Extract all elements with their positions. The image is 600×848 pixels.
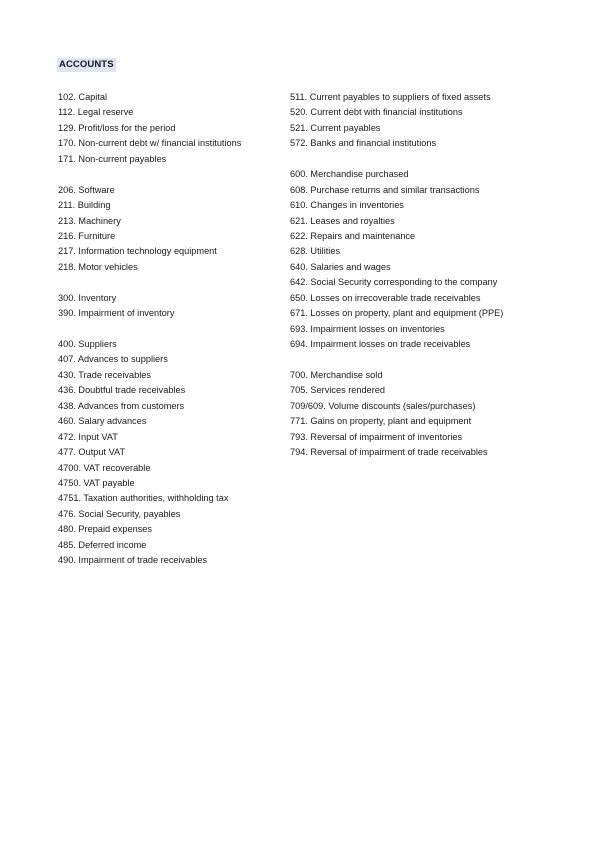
account-entry: 129. Profit/loss for the period (58, 122, 176, 133)
account-entry: 390. Impairment of inventory (58, 308, 175, 319)
account-entry: 490. Impairment of trade receivables (58, 555, 208, 566)
account-entry: 171. Non-current payables (58, 153, 167, 164)
account-entry: 217. Information technology equipment (58, 246, 217, 257)
account-entry: 650. Losses on irrecoverable trade receivables (290, 292, 481, 303)
account-entry: 642. Social Security corresponding to the company (290, 277, 498, 288)
account-entry: 628. Utilities (290, 246, 341, 257)
account-entry: 705. Services rendered (290, 385, 385, 396)
account-entry: 709/609. Volume discounts (sales/purchases) (290, 400, 476, 411)
accounts-right-column (290, 90, 503, 461)
account-entry: 472. Input VAT (58, 431, 118, 442)
account-entry: 640. Salaries and wages (290, 261, 391, 272)
account-entry: 771. Gains on property, plant and equipment (290, 416, 472, 427)
account-entry: 4700. VAT recoverable (58, 462, 151, 473)
account-entry: 436. Doubtful trade receivables (58, 385, 186, 396)
account-entry: 206. Software (58, 184, 115, 195)
accounts-left-column (58, 90, 241, 569)
account-entry: 476. Social Security, payables (58, 508, 181, 519)
account-entry: 438. Advances from customers (58, 400, 185, 411)
account-entry: 4751. Taxation authorities, withholding tax (58, 493, 229, 504)
account-entry: 485. Deferred income (58, 539, 147, 550)
account-entry: 430. Trade receivables (58, 369, 151, 380)
account-entry: 793. Reversal of impairment of inventories (290, 431, 463, 442)
section-gap (58, 275, 241, 290)
account-entry: 520. Current debt with financial institutions (290, 107, 463, 118)
page-heading: ACCOUNTS (59, 59, 114, 70)
account-entry: 794. Reversal of impairment of trade receivables (290, 447, 488, 458)
account-entry: 521. Current payables (290, 122, 381, 133)
section-gap (58, 322, 241, 337)
account-entry: 622. Repairs and maintenance (290, 230, 416, 241)
account-entry: 693. Impairment losses on inventories (290, 323, 445, 334)
section-gap (290, 152, 503, 167)
account-entry: 407. Advances to suppliers (58, 354, 168, 365)
account-entry: 572. Banks and financial institutions (290, 138, 437, 149)
account-entry: 216. Furniture (58, 230, 116, 241)
account-entry: 300. Inventory (58, 292, 117, 303)
account-entry: 608. Purchase returns and similar transactions (290, 184, 480, 195)
account-entry: 4750. VAT payable (58, 477, 135, 488)
account-entry: 112. Legal reserve (58, 107, 134, 118)
account-entry: 218. Motor vehicles (58, 261, 138, 272)
account-entry: 211. Building (58, 200, 111, 211)
account-entry: 700. Merchandise sold (290, 369, 383, 380)
account-entry: 102. Capital (58, 92, 108, 102)
account-entry: 671. Losses on property, plant and equipment (PPE) (290, 308, 504, 319)
account-entry: 400. Suppliers (58, 339, 117, 349)
section-gap (58, 167, 241, 182)
account-entry: 480. Prepaid expenses (58, 524, 152, 535)
account-entry: 621. Leases and royalties (290, 215, 395, 226)
account-entry: 477. Output VAT (58, 447, 126, 458)
section-gap (290, 352, 503, 367)
account-entry: 213. Machinery (58, 215, 121, 226)
account-entry: 460. Salary advances (58, 416, 147, 427)
account-entry: 511. Current payables to suppliers of fixed assets (290, 92, 491, 102)
account-entry: 610. Changes in inventories (290, 200, 404, 211)
account-entry: 170. Non-current debt w/ financial institutions (58, 138, 242, 149)
account-entry: 600. Merchandise purchased (290, 169, 409, 180)
account-entry: 694. Impairment losses on trade receivables (290, 339, 471, 349)
